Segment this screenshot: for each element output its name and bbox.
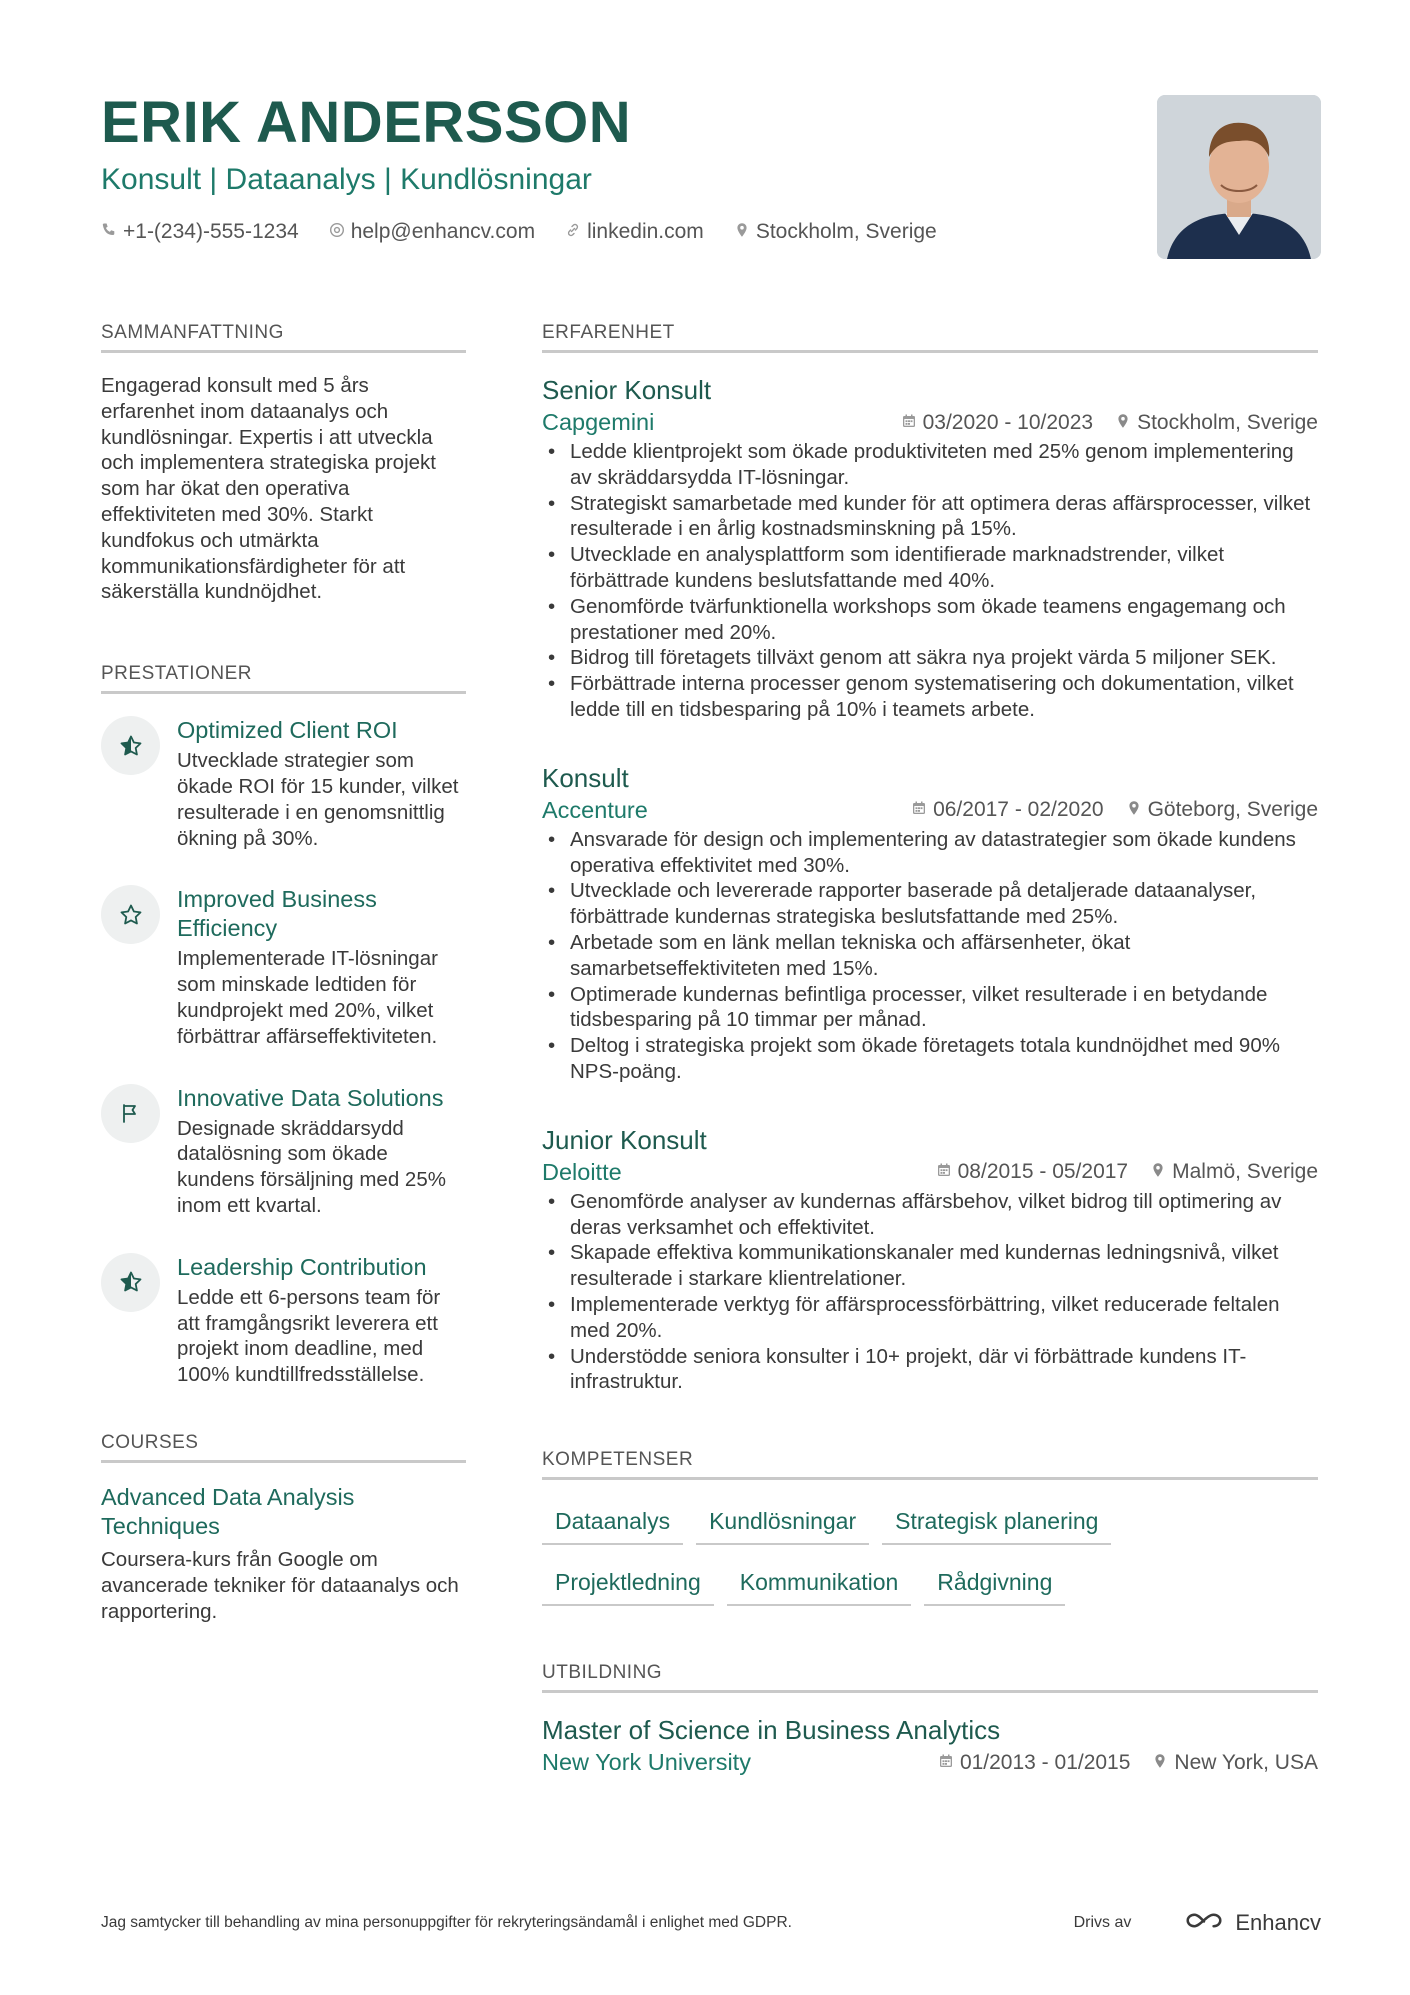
job-entry <box>542 373 1318 723</box>
skill-tag: Kommunikation <box>727 1563 912 1606</box>
achievement-title: Leadership Contribution <box>177 1253 427 1280</box>
contact-phone <box>101 220 299 244</box>
achievements-section <box>101 663 466 1388</box>
bullet-item: • Implementerade verktyg för affärsprocessförbättring, vilket reducerade feltalen med 20%. <box>542 1292 1318 1344</box>
job-location: Malmö, Sverige <box>1172 1160 1318 1184</box>
summary-text: Engagerad konsult med 5 års erfarenhet inom dataanalys och kundlösningar. Expertis i att utveckla och implementera strategiska projekt som har ökat den operativa effektiviteten med 30%. Starkt kundfokus och utmärkta kommunikationsfärdigheter för att säkerställa kundnöjdhet. <box>101 374 436 604</box>
skill-tag: Projektledning <box>542 1563 714 1606</box>
contact-email[interactable] <box>329 220 535 244</box>
skill-tag: Rådgivning <box>924 1563 1065 1606</box>
at-icon <box>329 220 345 244</box>
profile-photo <box>1157 95 1321 259</box>
job-bullets <box>542 439 1318 723</box>
achievement-title: Improved Business Efficiency <box>177 886 377 942</box>
job-location: Göteborg, Sverige <box>1147 798 1318 822</box>
summary-section <box>101 322 466 605</box>
job-dates: 08/2015 - 05/2017 <box>957 1160 1129 1184</box>
skills-section <box>542 1449 1318 1606</box>
course-desc: Coursera-kurs från Google om avancerade tekniker för dataanalys och rapportering. <box>101 1547 459 1623</box>
contact-location <box>734 220 937 244</box>
bullet-item: • Utvecklade en analysplattform som identifierade marknadstrender, vilket förbättrade kundens beslutsfattande med 40%. <box>542 542 1318 594</box>
achievement-item <box>101 885 466 1049</box>
calendar-icon <box>901 411 917 435</box>
bullet-item: • Ansvarade för design och implementering av datastrategier som ökade kundens operativa effektivitet med 30%. <box>542 827 1318 879</box>
experience-section <box>542 322 1318 1395</box>
powered-by-label: Drivs av <box>1073 1914 1132 1931</box>
email-text: help@enhancv.com <box>350 220 536 243</box>
job-dates: 06/2017 - 02/2020 <box>933 798 1104 822</box>
achievements-heading: PRESTATIONER <box>101 663 466 694</box>
resume-header <box>101 88 1321 268</box>
courses-heading: COURSES <box>101 1432 466 1463</box>
candidate-tagline: Konsult | Dataanalys | Kundlösningar <box>101 163 592 196</box>
bullet-item: • Bidrog till företagets tillväxt genom att säkra nya projekt värda 5 miljoner SEK. <box>542 645 1318 671</box>
brand-name: Enhancv <box>1235 1910 1321 1935</box>
right-column <box>542 322 1318 1776</box>
bullet-item: • Optimerade kundernas befintliga processer, vilket resulterade i en betydande tidsbesparing på 10 timmar per månad. <box>542 982 1318 1034</box>
achievement-desc: Ledde ett 6-persons team för att framgångsrikt leverera ett projekt inom deadline, med 100% kundtillfredsställelse. <box>177 1285 441 1387</box>
flag-icon <box>101 1084 160 1143</box>
enhancv-logo[interactable] <box>1181 1909 1321 1938</box>
phone-text: +1-(234)-555-1234 <box>123 220 299 243</box>
degree-title: Master of Science in Business Analytics <box>542 1715 1001 1746</box>
page-footer <box>101 1908 1321 1938</box>
achievement-item <box>101 1084 466 1219</box>
achievement-item <box>101 1253 466 1388</box>
calendar-icon <box>938 1751 954 1775</box>
location-pin-icon <box>734 220 750 244</box>
contact-linkedin[interactable] <box>565 220 704 244</box>
bullet-item: • Förbättrade interna processer genom systematisering och dokumentation, vilket ledde till en tidsbesparing på 10% i teamets arbete. <box>542 671 1318 723</box>
company-name: Capgemini <box>542 409 655 435</box>
calendar-icon <box>936 1160 952 1184</box>
experience-heading: ERFARENHET <box>542 322 1318 353</box>
location-pin-icon <box>1126 798 1142 822</box>
achievement-item <box>101 716 466 851</box>
skill-tag: Strategisk planering <box>882 1502 1111 1545</box>
link-icon <box>565 220 581 244</box>
achievement-desc: Designade skräddarsydd datalösning som ökade kundens försäljning med 25% inom ett kvartal. <box>177 1116 446 1217</box>
achievement-title: Innovative Data Solutions <box>177 1084 444 1111</box>
job-entry <box>542 1123 1318 1395</box>
skill-tag: Dataanalys <box>542 1502 683 1545</box>
location-pin-icon <box>1152 1751 1168 1775</box>
education-location: New York, USA <box>1174 1750 1318 1774</box>
education-section <box>542 1662 1318 1776</box>
skills-heading: KOMPETENSER <box>542 1449 1318 1480</box>
gdpr-consent-text: Jag samtycker till behandling av mina personuppgifter för rekryteringsändamål i enlighet med GDPR. <box>101 1914 792 1931</box>
job-title: Senior Konsult <box>542 375 712 405</box>
location-text: Stockholm, Sverige <box>755 220 937 243</box>
star-icon <box>101 885 160 944</box>
education-heading: UTBILDNING <box>542 1662 1318 1693</box>
bullet-item: • Skapade effektiva kommunikationskanaler med kundernas ledningsnivå, vilket resulterade i starkare klientrelationer. <box>542 1240 1318 1292</box>
job-bullets <box>542 1189 1318 1395</box>
achievement-desc: Utvecklade strategier som ökade ROI för 15 kunder, vilket resulterade i en genomsnittlig ökning på 30%. <box>177 749 459 850</box>
location-pin-icon <box>1115 411 1131 435</box>
achievement-title: Optimized Client ROI <box>177 717 398 744</box>
job-entry <box>542 761 1318 1085</box>
courses-section <box>101 1432 466 1624</box>
candidate-name: ERIK ANDERSSON <box>101 90 632 155</box>
job-title: Konsult <box>542 762 629 793</box>
bullet-item: • Genomförde analyser av kundernas affärsbehov, vilket bidrog till optimering av deras verksamhet och effektivitet. <box>542 1189 1318 1241</box>
achievement-desc: Implementerade IT-lösningar som minskade ledtiden för kundprojekt med 20%, vilket förbättrar affärseffektiviteten. <box>177 947 438 1048</box>
job-bullets <box>542 827 1318 1085</box>
star-half-icon <box>101 1253 160 1312</box>
location-pin-icon <box>1150 1160 1166 1184</box>
linkedin-text: linkedin.com <box>587 220 704 243</box>
skill-tag: Kundlösningar <box>696 1502 869 1545</box>
bullet-item: • Utvecklade och levererade rapporter baserade på detaljerade dataanalyser, förbättrade kundernas strategiska beslutsfattande med 25%. <box>542 878 1318 930</box>
job-location: Stockholm, Sverige <box>1137 410 1318 434</box>
bullet-item: • Deltog i strategiska projekt som ökade företagets totala kundnöjdhet med 90% NPS-poäng. <box>542 1033 1318 1085</box>
education-dates: 01/2013 - 01/2015 <box>959 1750 1131 1774</box>
course-title: Advanced Data Analysis Techniques <box>101 1483 355 1539</box>
star-half-icon <box>101 716 160 775</box>
bullet-item: • Genomförde tvärfunktionella workshops som ökade teamens engagemang och prestationer med 20%. <box>542 594 1318 646</box>
school-name: New York University <box>542 1749 751 1776</box>
left-column <box>101 322 466 1624</box>
phone-icon <box>101 220 117 244</box>
summary-heading: SAMMANFATTNING <box>101 322 466 353</box>
infinity-logo-icon <box>1181 1909 1227 1938</box>
bullet-item: • Arbetade som en länk mellan tekniska och affärsenheter, ökat samarbetseffektiviteten med 15%. <box>542 930 1318 982</box>
calendar-icon <box>911 798 927 822</box>
bullet-item: • Ledde klientprojekt som ökade produktiviteten med 25% genom implementering av skräddarsydda IT-lösningar. <box>542 439 1318 491</box>
job-title: Junior Konsult <box>542 1124 707 1155</box>
contact-bar <box>101 220 1321 244</box>
company-name: Accenture <box>542 796 648 823</box>
bullet-item: • Understödde seniora konsulter i 10+ projekt, där vi förbättrade kundens IT-infrastruktur. <box>542 1344 1318 1396</box>
job-dates: 03/2020 - 10/2023 <box>922 410 1094 434</box>
company-name: Deloitte <box>542 1158 622 1185</box>
bullet-item: • Strategiskt samarbetade med kunder för att optimera deras affärsprocesser, vilket resulterade i en årlig kostnadsminskning på 15%. <box>542 491 1318 543</box>
skills-list <box>542 1502 1192 1606</box>
